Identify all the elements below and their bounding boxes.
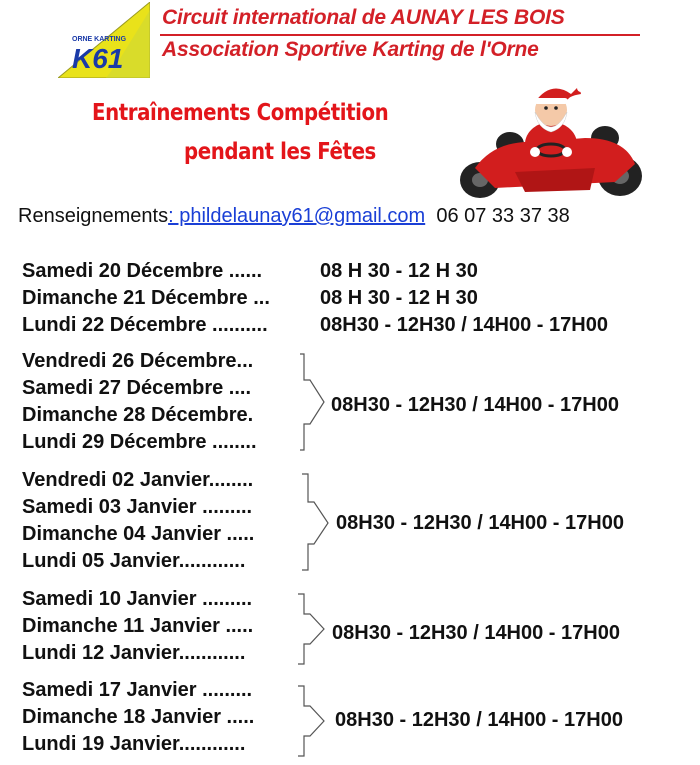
schedule-hours: 08H30 - 12H30 / 14H00 - 17H00	[331, 394, 619, 416]
schedule-day: Lundi 12 Janvier............	[22, 642, 246, 664]
schedule-hours: 08H30 - 12H30 / 14H00 - 17H00	[335, 709, 623, 731]
logo-text: K61	[72, 43, 124, 74]
promo-title-line2: pendant les Fêtes	[184, 139, 376, 165]
schedule-hours: 08H30 - 12H30 / 14H00 - 17H00	[320, 314, 608, 336]
contact-label: Renseignements	[18, 205, 169, 227]
schedule-day: Lundi 19 Janvier............	[22, 733, 246, 755]
schedule-day: Lundi 05 Janvier............	[22, 550, 246, 572]
contact-line	[18, 205, 570, 228]
santa-kart-illustration	[455, 80, 645, 210]
schedule-day: Dimanche 28 Décembre.	[22, 404, 254, 426]
schedule-day: Lundi 29 Décembre ........	[22, 431, 257, 453]
schedule-day: Samedi 10 Janvier .........	[22, 588, 253, 610]
orne-karting-logo	[58, 2, 150, 78]
schedule-day: Vendredi 02 Janvier........	[22, 469, 254, 491]
schedule-day: Vendredi 26 Décembre...	[22, 350, 254, 372]
schedule-day: Samedi 03 Janvier .........	[22, 496, 253, 518]
schedule-hours: 08H30 - 12H30 / 14H00 - 17H00	[332, 622, 620, 644]
promo-title-line1: Entraînements Compétition	[92, 100, 389, 126]
contact-email-link[interactable]: : phildelaunay61@gmail.com	[168, 205, 426, 227]
header-subtitle: Association Sportive Karting de l'Orne	[162, 38, 539, 61]
schedule-day: Lundi 22 Décembre ..........	[22, 314, 268, 336]
group-bracket-arrow	[300, 472, 332, 572]
schedule-day: Dimanche 21 Décembre ...	[22, 287, 270, 309]
schedule-day: Samedi 20 Décembre ......	[22, 260, 263, 282]
schedule-hours: 08H30 - 12H30 / 14H00 - 17H00	[336, 512, 624, 534]
group-bracket-arrow	[296, 684, 328, 758]
schedule-day: Samedi 27 Décembre ....	[22, 377, 252, 399]
group-bracket-arrow	[296, 592, 328, 666]
schedule-hours: 08 H 30 - 12 H 30	[320, 287, 478, 309]
logo-top-text: ORNE KARTING	[72, 36, 127, 43]
schedule-day: Dimanche 04 Janvier .....	[22, 523, 255, 545]
header-title: Circuit international de AUNAY LES BOIS	[162, 6, 565, 29]
schedule-day: Dimanche 11 Janvier .....	[22, 615, 254, 637]
header-divider	[160, 34, 640, 36]
schedule-day: Samedi 17 Janvier .........	[22, 679, 253, 701]
contact-phone: 06 07 33 37 38	[436, 205, 570, 227]
group-bracket-arrow	[298, 352, 328, 452]
schedule-hours: 08 H 30 - 12 H 30	[320, 260, 478, 282]
schedule-day: Dimanche 18 Janvier .....	[22, 706, 255, 728]
